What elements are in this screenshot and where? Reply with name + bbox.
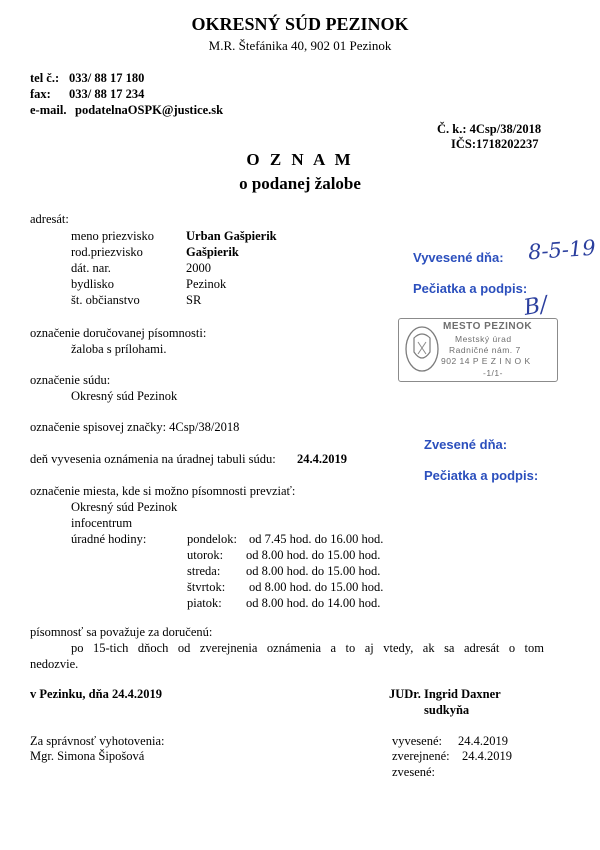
judge-role: sudkyňa: [424, 703, 470, 717]
place-label: označenie miesta, kde si možno písomnosti prevziať:: [30, 484, 296, 498]
handwritten-signature: B/: [522, 292, 550, 321]
email-value[interactable]: podatelnaOSPK@justice.sk: [75, 103, 224, 117]
adresat-row-value: Pezinok: [186, 277, 227, 291]
handwritten-date: 8-5-19: [527, 235, 597, 265]
correctness-name: Mgr. Simona Šipošová: [30, 749, 145, 763]
zverejnene-date: 24.4.2019: [462, 749, 512, 763]
stamp-line5: -1/1-: [483, 368, 503, 378]
stamp-line3: Radničné nám. 7: [449, 345, 521, 355]
adresat-row-label: dát. nar.: [71, 261, 111, 275]
hours-time: od 8.00 hod. do 15.00 hod.: [246, 564, 381, 578]
court-label: označenie súdu:: [30, 373, 111, 387]
stamp-line1: MESTO PEZINOK: [443, 321, 533, 332]
hours-day: streda:: [187, 564, 221, 578]
title-oznam: O Z N A M: [246, 150, 354, 169]
stamp-line4: 902 14 P E Z I N O K: [441, 356, 531, 366]
adresat-row-value: SR: [186, 293, 202, 307]
hours-time: od 8.00 hod. do 15.00 hod.: [246, 548, 381, 562]
document-value: žaloba s prílohami.: [71, 342, 167, 356]
zvesene-label: zvesené:: [392, 765, 436, 779]
hours-label: úradné hodiny:: [71, 532, 147, 546]
fax-label: fax:: [30, 87, 51, 101]
adresat-row-value: Urban Gašpierik: [186, 229, 277, 243]
adresat-row-label: bydlisko: [71, 277, 115, 291]
vyvesene-label: vyvesené:: [392, 734, 442, 748]
adresat-row-value: Gašpierik: [186, 245, 239, 259]
hours-day: štvrtok:: [187, 580, 226, 594]
stamp-vyvesene-label: Vyvesené dňa:: [413, 250, 504, 265]
hours-day: pondelok:: [187, 532, 237, 546]
ics-number: IČS:1718202237: [451, 137, 539, 151]
hours-day: piatok:: [187, 596, 222, 610]
tel-label: tel č.:: [30, 71, 60, 85]
email-label: e-mail.: [30, 103, 67, 117]
vyvesene-date: 24.4.2019: [458, 734, 508, 748]
posted-date: 24.4.2019: [297, 452, 347, 466]
place-line2: infocentrum: [71, 516, 133, 530]
stamp-line2: Mestský úrad: [455, 334, 512, 344]
adresat-row-value: 2000: [186, 261, 211, 275]
coat-of-arms-icon: [402, 324, 442, 374]
place-date: v Pezinku, dňa 24.4.2019: [30, 687, 162, 701]
fax-value: 033/ 88 17 234: [69, 87, 145, 101]
document-label: označenie doručovanej písomnosti:: [30, 326, 207, 340]
zverejnene-label: zverejnené:: [392, 749, 450, 763]
official-stamp: [398, 318, 558, 382]
hours-time: od 7.45 hod. do 16.00 hod.: [249, 532, 384, 546]
stamp-peciatka2-label: Pečiatka a podpis:: [424, 468, 539, 483]
stamp-peciatka-label: Pečiatka a podpis:: [413, 281, 528, 296]
adresat-row-label: št. občianstvo: [71, 293, 140, 307]
place-line1: Okresný súd Pezinok: [71, 500, 178, 514]
title-subtitle: o podanej žalobe: [239, 174, 361, 193]
court-address: M.R. Štefánika 40, 902 01 Pezinok: [208, 38, 392, 53]
stamp-zvesene-label: Zvesené dňa:: [424, 437, 508, 452]
judge-name: JUDr. Ingrid Daxner: [389, 687, 501, 701]
delivery-line2: nedozvie.: [30, 657, 79, 671]
court-name: OKRESNÝ SÚD PEZINOK: [191, 14, 409, 34]
correctness-label: Za správnosť vyhotovenia:: [30, 734, 165, 748]
adresat-label: adresát:: [30, 212, 69, 226]
hours-time: od 8.00 hod. do 15.00 hod.: [249, 580, 384, 594]
case-number: Č. k.: 4Csp/38/2018: [437, 122, 542, 136]
adresat-row-label: rod.priezvisko: [71, 245, 143, 259]
hours-time: od 8.00 hod. do 14.00 hod.: [246, 596, 381, 610]
hours-day: utorok:: [187, 548, 224, 562]
posted-label: deň vyvesenia oznámenia na úradnej tabuli súdu:: [30, 452, 276, 466]
tel-value: 033/ 88 17 180: [69, 71, 145, 85]
spis-line: označenie spisovej značky: 4Csp/38/2018: [30, 420, 240, 434]
adresat-row-label: meno priezvisko: [71, 229, 154, 243]
delivery-label: písomnosť sa považuje za doručenú:: [30, 625, 213, 639]
court-value: Okresný súd Pezinok: [71, 389, 178, 403]
delivery-line1: po 15-tich dňoch od zverejnenia oznámenia a to aj vtedy, ak sa adresát o tom: [71, 641, 544, 655]
